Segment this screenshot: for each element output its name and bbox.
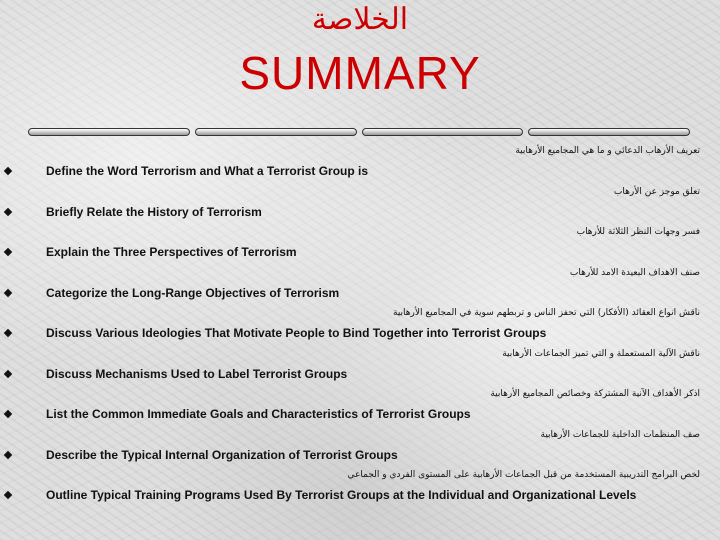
list-item xyxy=(0,430,720,471)
list-item xyxy=(0,268,720,309)
item-english-text: List the Common Immediate Goals and Characteristics of Terrorist Groups xyxy=(46,407,471,421)
item-english-text: Define the Word Terrorism and What a Terrorist Group is xyxy=(46,164,369,178)
summary-title: SUMMARY xyxy=(239,47,481,99)
diamond-bullet-icon xyxy=(4,167,12,175)
diamond-bullet-icon xyxy=(4,329,12,337)
list-item xyxy=(0,349,720,390)
diamond-bullet-icon xyxy=(4,369,12,377)
diamond-bullet-icon xyxy=(4,450,12,458)
diamond-bullet-icon xyxy=(4,288,12,296)
item-english-text: Discuss Various Ideologies That Motivate People to Bind Together into Terrorist Groups xyxy=(46,326,547,340)
item-english-text: Outline Typical Training Programs Used By Terrorist Groups at the Individual and Organizational Levels xyxy=(46,488,637,502)
list-item xyxy=(0,187,720,228)
list-item xyxy=(0,308,720,349)
diamond-bullet-icon xyxy=(4,248,12,256)
item-arabic-text: ناقش الآلية المستعملة و التي تميز الجماعات الأرهابية xyxy=(502,348,700,359)
arabic-title: الخلاصة xyxy=(311,2,409,37)
list-item xyxy=(0,227,720,268)
item-arabic-text: فسر وجهات النظر الثلاثة للأرهاب xyxy=(576,227,700,237)
list-item xyxy=(0,146,720,187)
item-arabic-text: ناقش انواع العقائد (الأفكار) التي تحفز الناس و تربطهم سوية في المجاميع الأرهابية xyxy=(393,308,700,318)
item-english-text: Explain the Three Perspectives of Terrorism xyxy=(46,245,297,259)
item-arabic-text: اذكر الأهداف الآنية المشتركة وخصائص المجاميع الأرهابية xyxy=(490,389,700,399)
decorative-divider xyxy=(28,128,690,136)
divider-segment xyxy=(195,128,357,136)
item-arabic-text: تعلق موجز عن الأرهاب xyxy=(613,186,700,197)
item-arabic-text: لخص البرامج التدريبية المستخدمة من قبل الجماعات الأرهابية على المستوى الفردي و الجماعي xyxy=(347,470,700,480)
diamond-bullet-icon xyxy=(4,207,12,215)
divider-segment xyxy=(528,128,690,136)
item-english-text: Describe the Typical Internal Organization of Terrorist Groups xyxy=(46,447,398,462)
divider-segment xyxy=(28,128,190,136)
item-arabic-text: صف المنظمات الداخلية للجماعات الأرهابية xyxy=(540,429,700,440)
item-arabic-text: صنف الاهداف البعيدة الامد للأرهاب xyxy=(569,267,700,278)
list-item xyxy=(0,389,720,430)
list-item xyxy=(0,470,720,511)
diamond-bullet-icon xyxy=(4,491,12,499)
item-english-text: Categorize the Long-Range Objectives of Terrorism xyxy=(46,285,340,300)
item-arabic-text: تعريف الأرهاب الدعائي و ما هي المجاميع الأرهابية xyxy=(515,146,700,156)
item-english-text: Briefly Relate the History of Terrorism xyxy=(46,204,262,219)
summary-list xyxy=(0,146,720,511)
diamond-bullet-icon xyxy=(4,410,12,418)
item-english-text: Discuss Mechanisms Used to Label Terrorist Groups xyxy=(46,366,348,381)
divider-segment xyxy=(362,128,524,136)
